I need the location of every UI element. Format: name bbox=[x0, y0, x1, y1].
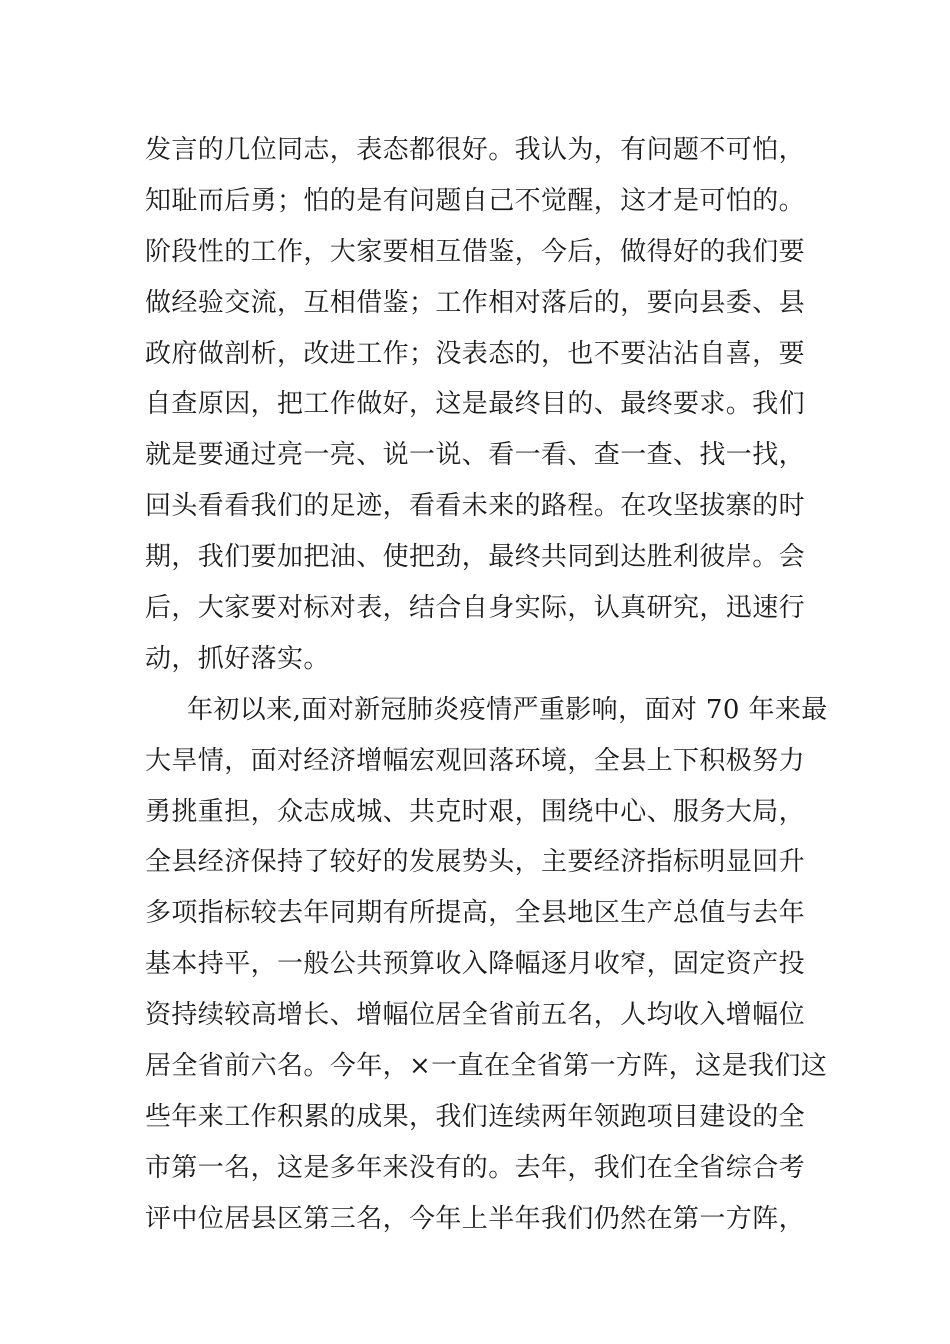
text-line: 勇挑重担，众志成城、共克时艰，围绕中心、服务大局， bbox=[145, 796, 806, 827]
text-line: 阶段性的工作，大家要相互借鉴，今后，做得好的我们要 bbox=[145, 236, 806, 267]
text-line: 动，抓好落实。 bbox=[145, 643, 330, 674]
text-line: 资持续较高增长、增幅位居全省前五名，人均收入增幅位 bbox=[145, 1000, 806, 1031]
text-line: 基本持平，一般公共预算收入降幅逐月收窄，固定资产投 bbox=[145, 949, 806, 980]
text-line: 发言的几位同志，表态都很好。我认为，有问题不可怕， bbox=[145, 135, 806, 165]
text-line: 居全省前六名。今年，×一直在全省第一方阵，这是我们这 bbox=[145, 1051, 828, 1082]
paragraph-1 bbox=[145, 125, 805, 685]
text-line: 回头看看我们的足迹，看看未来的路程。在攻坚拔寨的时 bbox=[145, 491, 806, 522]
text-line: 市第一名，这是多年来没有的。去年，我们在全省综合考 bbox=[145, 1152, 806, 1183]
text-line: 大旱情，面对经济增幅宏观回落环境，全县上下积极努力 bbox=[145, 745, 806, 776]
text-line: 年初以来,面对新冠肺炎疫情严重影响，面对 70 年来最 bbox=[187, 694, 828, 725]
text-line: 自查原因，把工作做好，这是最终目的、最终要求。我们 bbox=[145, 389, 806, 420]
text-line: 些年来工作积累的成果，我们连续两年领跑项目建设的全 bbox=[145, 1101, 806, 1132]
document-body bbox=[145, 125, 828, 1245]
text-line: 评中位居县区第三名，今年上半年我们仍然在第一方阵， bbox=[145, 1203, 806, 1234]
text-line: 多项指标较去年同期有所提高，全县地区生产总值与去年 bbox=[145, 898, 806, 929]
paragraph-2 bbox=[145, 685, 828, 1245]
text-line: 就是要通过亮一亮、说一说、看一看、查一查、找一找， bbox=[145, 440, 806, 471]
text-line: 做经验交流，互相借鉴；工作相对落后的，要向县委、县 bbox=[145, 287, 806, 318]
text-line: 政府做剖析，改进工作；没表态的，也不要沾沾自喜，要 bbox=[145, 338, 806, 369]
text-line: 后，大家要对标对表，结合自身实际，认真研究，迅速行 bbox=[145, 593, 806, 624]
text-line: 知耻而后勇；怕的是有问题自己不觉醒，这才是可怕的。 bbox=[145, 185, 806, 216]
text-line: 全县经济保持了较好的发展势头，主要经济指标明显回升 bbox=[145, 847, 806, 878]
text-line: 期，我们要加把油、使把劲，最终共同到达胜利彼岸。会 bbox=[145, 542, 806, 573]
